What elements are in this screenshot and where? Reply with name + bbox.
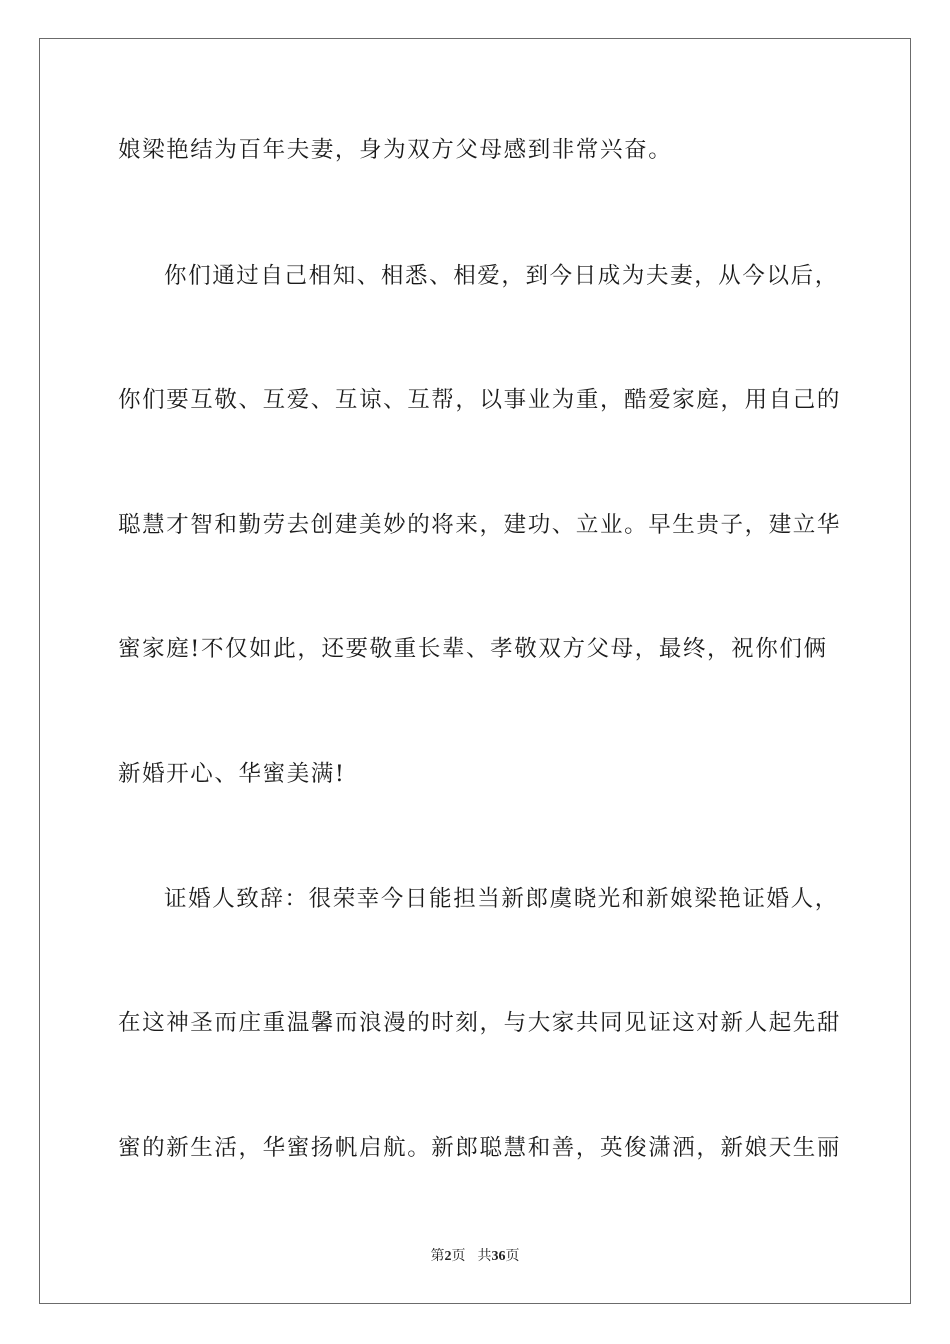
text-line: 新婚开心、华蜜美满!: [118, 761, 346, 787]
text-line: 娘梁艳结为百年夫妻，身为双方父母感到非常兴奋。: [118, 137, 673, 163]
total-pages: 36: [491, 1249, 506, 1264]
total-suffix: 页: [505, 1249, 520, 1264]
text-line: 在这神圣而庄重温馨而浪漫的时刻，与大家共同见证这对新人起先甜: [118, 1010, 842, 1036]
text-line: 聪慧才智和勤劳去创建美妙的将来，建功、立业。早生贵子，建立华: [118, 512, 842, 538]
total-prefix: 共: [477, 1249, 492, 1264]
text-line: 证婚人致辞：很荣幸今日能担当新郎虞晓光和新娘梁艳证婚人，: [164, 886, 839, 912]
page-number: 2: [444, 1249, 452, 1264]
text-line: 你们要互敬、互爱、互谅、互帮，以事业为重，酷爱家庭，用自己的: [118, 387, 842, 413]
page-suffix: 页: [451, 1249, 466, 1264]
page-footer: [0, 1247, 950, 1267]
text-line: 蜜家庭!不仅如此，还要敬重长辈、孝敬双方父母，最终，祝你们俩: [118, 636, 828, 662]
text-line: 你们通过自己相知、相悉、相爱，到今日成为夫妻，从今以后，: [164, 263, 839, 289]
page-prefix: 第: [430, 1249, 445, 1264]
text-line: 蜜的新生活，华蜜扬帆启航。新郎聪慧和善，英俊潇洒，新娘天生丽: [118, 1135, 842, 1161]
page-border: [39, 38, 911, 1304]
